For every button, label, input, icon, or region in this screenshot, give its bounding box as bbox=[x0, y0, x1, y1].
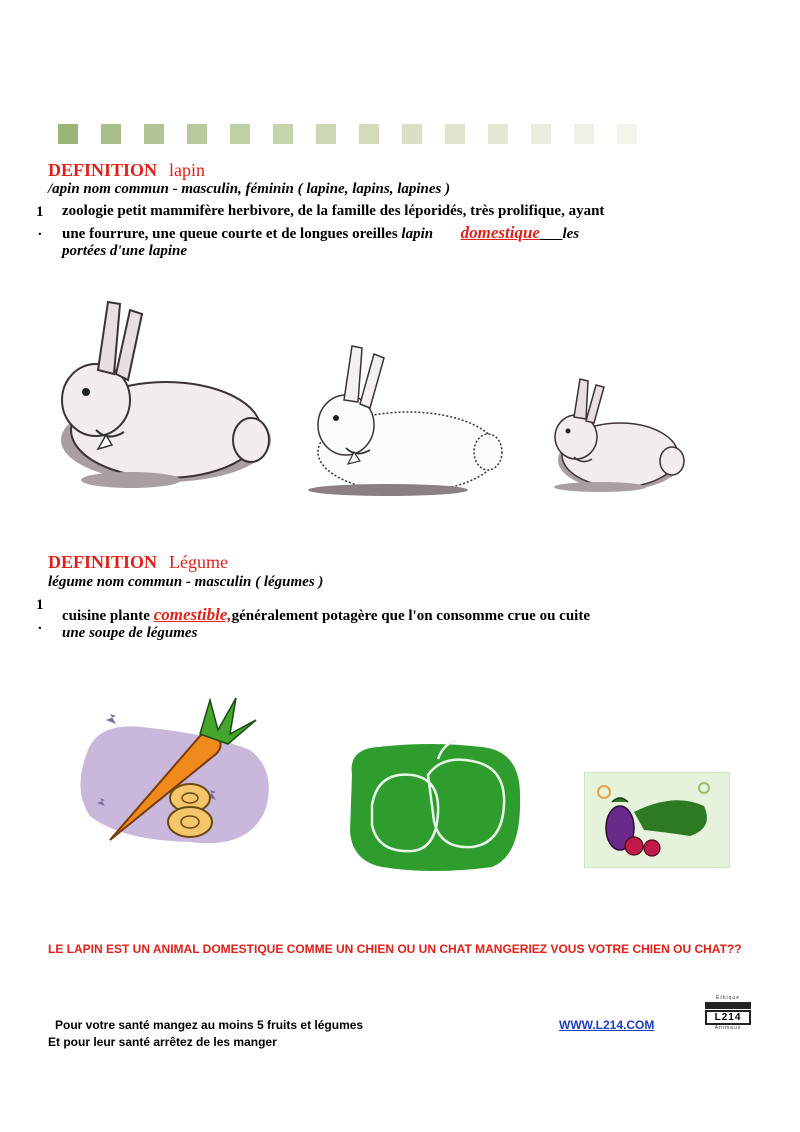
header-square bbox=[187, 124, 207, 144]
definition-dot: . bbox=[38, 617, 42, 633]
definition-title: DEFINITION bbox=[48, 552, 158, 572]
definition-dot: . bbox=[38, 223, 42, 239]
definition-heading-legume bbox=[48, 552, 228, 573]
header-square bbox=[58, 124, 78, 144]
definition-number: 1 bbox=[36, 204, 44, 220]
header-square bbox=[445, 124, 465, 144]
definition-line-1-end: généralement potagère que l'on consomme crue ou cuite bbox=[231, 608, 590, 624]
header-square-strip bbox=[58, 124, 658, 146]
eggplant-radish-illustration bbox=[584, 772, 730, 868]
definition-subtitle: légume nom commun - masculin ( légumes ) bbox=[48, 574, 324, 590]
logo-top-text: Ethique bbox=[716, 995, 740, 1001]
header-square bbox=[531, 124, 551, 144]
rabbit-medium-illustration bbox=[298, 340, 508, 505]
header-square bbox=[101, 124, 121, 144]
header-square bbox=[488, 124, 508, 144]
header-square bbox=[574, 124, 594, 144]
header-square bbox=[316, 124, 336, 144]
definition-example: une soupe de légumes bbox=[62, 625, 198, 641]
header-square bbox=[230, 124, 250, 144]
l214-logo bbox=[705, 995, 751, 1031]
carrot-illustration bbox=[60, 690, 280, 860]
fill-blank-domestique: domestique bbox=[460, 223, 540, 242]
red-note: LE LAPIN EST UN ANIMAL DOMESTIQUE COMME UN CHIEN OU UN CHAT MANGERIEZ VOUS VOTRE CHIEN OU CHAT?? bbox=[48, 942, 742, 956]
logo-animal-band bbox=[705, 1002, 751, 1009]
definition-number: 1 bbox=[36, 597, 44, 613]
definition-line-1 bbox=[62, 605, 590, 625]
footer-line-1: Pour votre santé mangez au moins 5 fruits et légumes bbox=[55, 1018, 364, 1032]
header-square bbox=[359, 124, 379, 144]
definition-line-2-end: les bbox=[562, 226, 580, 242]
definition-line-1-start: cuisine plante bbox=[62, 608, 150, 624]
header-square bbox=[617, 124, 637, 144]
fill-blank-comestible: comestible, bbox=[153, 605, 232, 624]
definition-word: Légume bbox=[169, 552, 229, 572]
rabbit-large-illustration bbox=[36, 290, 276, 505]
header-square bbox=[273, 124, 293, 144]
definition-heading-lapin bbox=[48, 160, 205, 181]
rabbit-small-illustration bbox=[540, 375, 688, 500]
definition-italic-lapin: lapin bbox=[401, 226, 434, 242]
footer-line-2: Et pour leur santé arrêtez de les manger bbox=[48, 1035, 277, 1049]
logo-bottom-text: Animaux bbox=[714, 1025, 742, 1031]
definition-line-1: zoologie petit mammifère herbivore, de la famille des léporidés, très prolifique, ayant bbox=[62, 203, 605, 219]
definition-line-3: portées d'une lapine bbox=[62, 243, 188, 259]
definition-title: DEFINITION bbox=[48, 160, 158, 180]
definition-line-2 bbox=[62, 223, 579, 243]
definition-word: lapin bbox=[169, 160, 206, 180]
footer-url-link[interactable]: WWW.L214.COM bbox=[559, 1018, 655, 1032]
pepper-illustration bbox=[342, 735, 524, 875]
definition-subtitle: /apin nom commun - masculin, féminin ( lapine, lapins, lapines ) bbox=[48, 181, 451, 197]
header-square bbox=[402, 124, 422, 144]
definition-line-2-start: une fourrure, une queue courte et de longues oreilles bbox=[62, 226, 398, 242]
logo-text: L214 bbox=[705, 1010, 751, 1025]
header-square bbox=[144, 124, 164, 144]
